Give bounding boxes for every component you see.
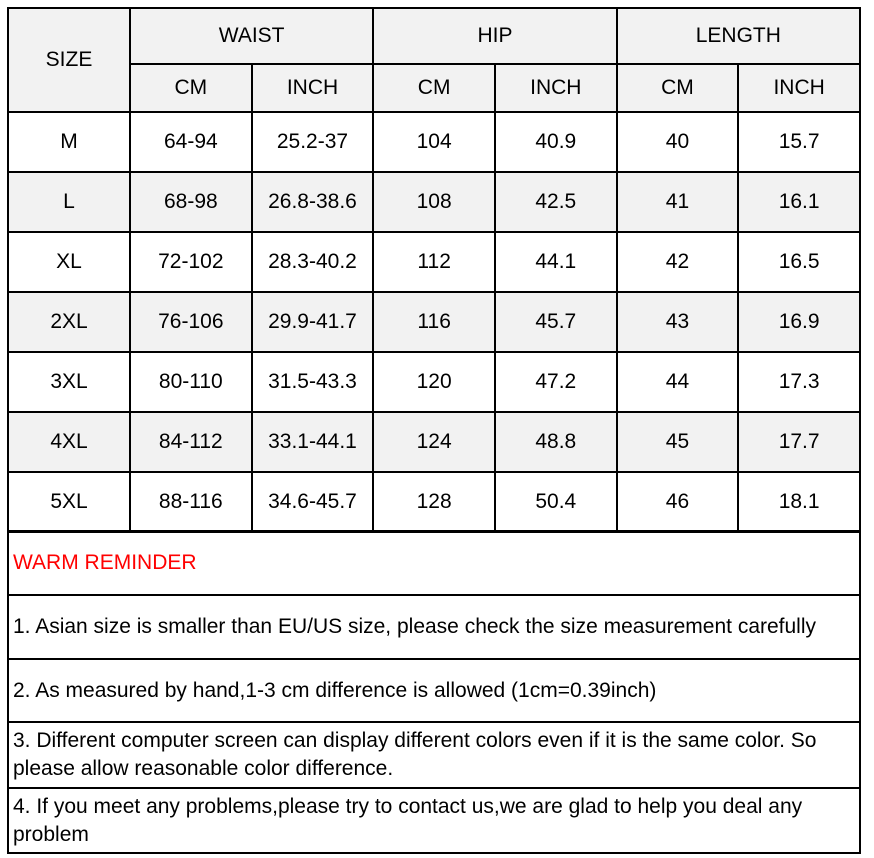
table-row: [8, 232, 860, 292]
reminder-table: [7, 530, 861, 854]
table-row: [8, 412, 860, 472]
waist-inch-cell: 31.5-43.3: [252, 352, 374, 412]
waist-inch-cell: 26.8-38.6: [252, 172, 374, 232]
length-cm-cell: 46: [617, 472, 739, 532]
waist-cm-cell: 80-110: [130, 352, 252, 412]
note-row: [8, 659, 860, 722]
reminder-title-row: [8, 531, 860, 595]
table-row: [8, 172, 860, 232]
length-inch-cell: 15.7: [738, 112, 860, 172]
length-inch-cell: 17.7: [738, 412, 860, 472]
size-chart-table: [7, 7, 861, 533]
hip-cm-cell: 108: [373, 172, 495, 232]
unit-header: CM: [373, 64, 495, 112]
header-row-groups: [8, 8, 860, 64]
reminder-title: WARM REMINDER: [8, 531, 860, 595]
length-cm-cell: 40: [617, 112, 739, 172]
size-cell: M: [8, 112, 130, 172]
hip-inch-cell: 50.4: [495, 472, 617, 532]
note-3: 3. Different computer screen can display different colors even if it is the same color. So please allow reasonable color difference.: [8, 722, 860, 788]
length-inch-cell: 17.3: [738, 352, 860, 412]
hip-header: HIP: [373, 8, 616, 64]
hip-inch-cell: 42.5: [495, 172, 617, 232]
hip-inch-cell: 47.2: [495, 352, 617, 412]
unit-header: CM: [130, 64, 252, 112]
waist-inch-cell: 29.9-41.7: [252, 292, 374, 352]
length-cm-cell: 44: [617, 352, 739, 412]
length-header: LENGTH: [617, 8, 860, 64]
unit-header: INCH: [738, 64, 860, 112]
waist-cm-cell: 84-112: [130, 412, 252, 472]
hip-inch-cell: 40.9: [495, 112, 617, 172]
waist-inch-cell: 25.2-37: [252, 112, 374, 172]
size-header: SIZE: [8, 8, 130, 112]
table-row: [8, 112, 860, 172]
size-cell: 5XL: [8, 472, 130, 532]
length-cm-cell: 42: [617, 232, 739, 292]
waist-inch-cell: 28.3-40.2: [252, 232, 374, 292]
hip-cm-cell: 120: [373, 352, 495, 412]
hip-cm-cell: 116: [373, 292, 495, 352]
length-inch-cell: 16.1: [738, 172, 860, 232]
hip-cm-cell: 128: [373, 472, 495, 532]
unit-header: CM: [617, 64, 739, 112]
table-row: [8, 472, 860, 532]
length-inch-cell: 16.5: [738, 232, 860, 292]
waist-cm-cell: 76-106: [130, 292, 252, 352]
size-cell: 4XL: [8, 412, 130, 472]
note-4: 4. If you meet any problems,please try to contact us,we are glad to help you deal any problem: [8, 788, 860, 853]
table-row: [8, 292, 860, 352]
hip-inch-cell: 45.7: [495, 292, 617, 352]
hip-cm-cell: 124: [373, 412, 495, 472]
note-1: 1. Asian size is smaller than EU/US size, please check the size measurement carefully: [8, 595, 860, 659]
waist-cm-cell: 64-94: [130, 112, 252, 172]
hip-inch-cell: 44.1: [495, 232, 617, 292]
waist-cm-cell: 88-116: [130, 472, 252, 532]
length-cm-cell: 41: [617, 172, 739, 232]
note-2: 2. As measured by hand,1-3 cm difference is allowed (1cm=0.39inch): [8, 659, 860, 722]
note-row: [8, 722, 860, 788]
length-inch-cell: 16.9: [738, 292, 860, 352]
hip-inch-cell: 48.8: [495, 412, 617, 472]
length-inch-cell: 18.1: [738, 472, 860, 532]
length-cm-cell: 43: [617, 292, 739, 352]
waist-header: WAIST: [130, 8, 373, 64]
unit-header: INCH: [495, 64, 617, 112]
hip-cm-cell: 104: [373, 112, 495, 172]
size-cell: 3XL: [8, 352, 130, 412]
size-cell: L: [8, 172, 130, 232]
note-row: [8, 595, 860, 659]
table-row: [8, 352, 860, 412]
unit-header: INCH: [252, 64, 374, 112]
length-cm-cell: 45: [617, 412, 739, 472]
waist-inch-cell: 34.6-45.7: [252, 472, 374, 532]
size-cell: XL: [8, 232, 130, 292]
waist-cm-cell: 72-102: [130, 232, 252, 292]
note-row: [8, 788, 860, 853]
waist-inch-cell: 33.1-44.1: [252, 412, 374, 472]
waist-cm-cell: 68-98: [130, 172, 252, 232]
hip-cm-cell: 112: [373, 232, 495, 292]
size-cell: 2XL: [8, 292, 130, 352]
header-row-units: [8, 64, 860, 112]
